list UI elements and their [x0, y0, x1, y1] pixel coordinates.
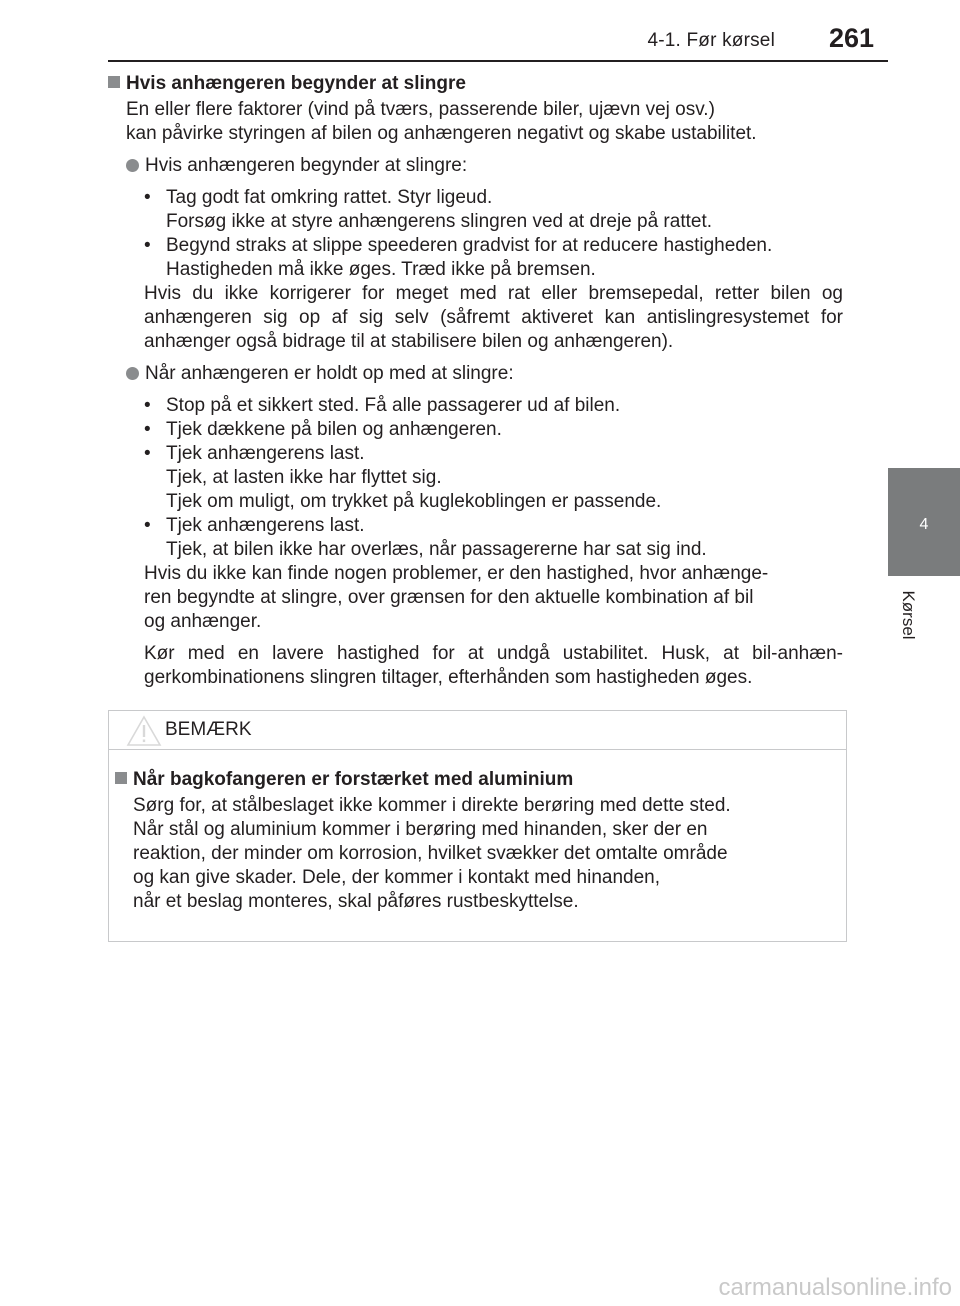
bullet2-after-text: Hvis du ikke kan finde nogen problemer, er den hastighed, hvor anhænge- ren begyndte at slingre, over grænsen for den aktuelle kombination af bil og anhænger.: [144, 563, 769, 632]
section-heading: Hvis anhængeren begynder at slingre: [108, 72, 843, 96]
bullet-heading-2: Når anhængeren er holdt op med at slingre:: [108, 362, 843, 386]
square-bullet-icon: [115, 772, 127, 784]
list-item: • Tjek anhængerens last. Tjek, at lasten ikke har flyttet sig. Tjek om muligt, om trykket på kuglekoblingen er passende.: [144, 443, 662, 512]
notice-body: [109, 750, 846, 914]
warning-triangle-icon: [126, 715, 162, 747]
bullet-list-1: [108, 186, 843, 282]
notice-heading: Når bagkofangeren er forstærket med aluminium: [115, 768, 846, 792]
notice-title: BEMÆRK: [165, 719, 252, 740]
list-item: • Stop på et sikkert sted. Få alle passagerer ud af bilen.: [144, 395, 621, 416]
chapter-label-text: Kørsel: [899, 590, 918, 640]
page-number: 261: [828, 23, 874, 53]
bullet-heading-1: Hvis anhængeren begynder at slingre:: [108, 154, 843, 178]
list-item: • Tag godt fat omkring rattet. Styr ligeud. Forsøg ikke at styre anhængerens slingren ved at dreje på rattet.: [144, 187, 712, 232]
header-rule: [108, 60, 888, 62]
chapter-tab: [888, 468, 960, 576]
notice-header: [109, 711, 846, 750]
chapter-number: 4: [919, 516, 929, 533]
circle-bullet-icon: [126, 367, 139, 380]
closing-paragraph: Kør med en lavere hastighed for at undgå ustabilitet. Husk, at bil-anhæn-gerkombinationens slingren tiltager, efterhånden som hastigheden øges.: [144, 643, 843, 688]
bullet1-after-text: Hvis du ikke korrigerer for meget med rat eller bremsepedal, retter bilen og anhængeren sig op af sig selv (såfremt aktiveret kan antislingresystemet for anhænger også bidrage til at stabilisere bilen og anhængeren).: [144, 283, 843, 352]
section-title: 4-1. Før kørsel: [647, 30, 775, 51]
list-item: • Begynd straks at slippe speederen gradvist for at reducere hastigheden. Hastigheden må ikke øges. Træd ikke på bremsen.: [144, 235, 773, 280]
main-content: [108, 72, 843, 690]
list-item: • Tjek dækkene på bilen og anhængeren.: [144, 419, 502, 440]
notice-box: [108, 710, 847, 942]
circle-bullet-icon: [126, 159, 139, 172]
square-bullet-icon: [108, 76, 120, 88]
chapter-label: [898, 580, 918, 650]
bullet-list-2: [108, 394, 843, 562]
list-item: • Tjek anhængerens last. Tjek, at bilen ikke har overlæs, når passagererne har sat sig ind.: [144, 515, 707, 560]
intro-paragraph: En eller flere faktorer (vind på tværs, passerende biler, ujævn vej osv.) kan påvirke styringen af bilen og anhængeren negativt og skabe ustabilitet.: [126, 99, 757, 144]
notice-text: Sørg for, at stålbeslaget ikke kommer i direkte berøring med dette sted. Når stål og aluminium kommer i berøring med hinanden, sker der en reaktion, der minder om korrosion, hvilket svækker det omtalte område og kan give skader. Dele, der kommer i kontakt med hinanden, når et beslag monteres, skal påføres rustbeskyttelse.: [133, 795, 731, 912]
page-header: [0, 0, 960, 62]
watermark: carmanualsonline.info: [718, 1274, 952, 1301]
